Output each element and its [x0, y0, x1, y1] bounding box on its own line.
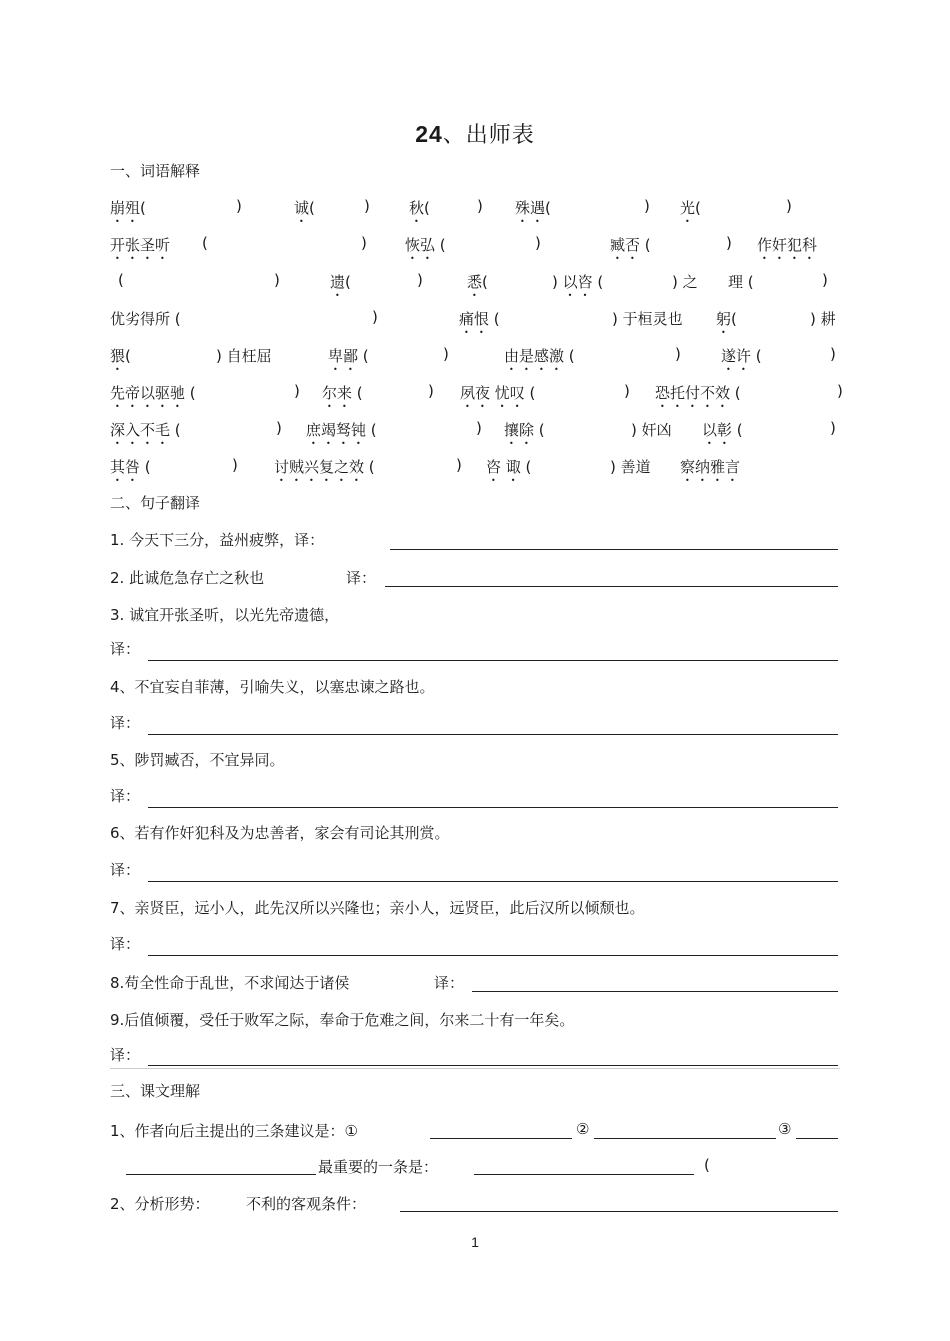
- sentence-9: 9.后值倾覆，受任于败军之际，奉命于危难之间，尔来二十有一年矣。: [110, 1011, 575, 1029]
- vocab-term: ) 以咨 (: [552, 273, 604, 291]
- answer-blank[interactable]: [796, 1137, 838, 1139]
- vocab-row: 崩殂( ) 诚( ) 秋( ) 殊遇( ) 光( ): [110, 197, 850, 223]
- answer-blank[interactable]: [148, 880, 838, 882]
- vocab-term: 光(: [680, 199, 701, 217]
- translate-label: 译：: [110, 861, 141, 879]
- vocab-row: 其咎 ( ) 讨贼兴复之效 ( ) 咨 诹 ( ) 善道 察纳雅言: [110, 456, 850, 482]
- vocab-term: 其咎 (: [110, 458, 151, 476]
- vocab-term: 痛恨 (: [459, 310, 500, 328]
- vocab-term: 尔来 (: [322, 384, 363, 402]
- sentence-6: 6、若有作奸犯科及为忠善者，家会有司论其刑赏。: [110, 824, 450, 842]
- circled-3: ③: [778, 1120, 792, 1138]
- vocab-row: 猥( ) 自枉屈 卑鄙 ( ) 由是感激 ( ) 遂许 ( ): [110, 345, 850, 371]
- vocab-term: 咨 诹 (: [486, 458, 532, 476]
- translate-label: 译：: [110, 1046, 141, 1064]
- vocab-term: 遗(: [330, 273, 351, 291]
- vocab-term: 恢弘 (: [405, 236, 446, 254]
- vocab-term: 作奸犯科: [757, 236, 818, 254]
- sentence-1: 1. 今天下三分，益州疲弊，译：: [110, 531, 325, 549]
- vocab-term: 深入不毛 (: [110, 421, 181, 439]
- answer-blank[interactable]: [148, 1064, 838, 1066]
- vocab-term: 优劣得所 (: [110, 310, 181, 328]
- vocab-row: 深入不毛 ( ) 庶竭驽钝 ( ) 攘除 ( ) 奸凶 以彰 ( ): [110, 419, 850, 445]
- answer-blank[interactable]: [126, 1173, 316, 1175]
- section-translate-heading: 二、句子翻译: [110, 494, 201, 512]
- vocab-term: 卑鄙 (: [328, 347, 369, 365]
- section-vocab-heading: 一、词语解释: [110, 162, 201, 180]
- vocab-term: 殊遇(: [515, 199, 551, 217]
- circled-2: ②: [576, 1120, 590, 1138]
- answer-blank[interactable]: [148, 659, 838, 661]
- vocab-term: 猥(: [110, 347, 131, 365]
- paren-open: (: [704, 1156, 710, 1174]
- sentence-8: 8.苟全性命于乱世，不求闻达于诸侯: [110, 974, 350, 992]
- vocab-term: 察纳雅言: [680, 458, 741, 476]
- vocab-term: 庶竭驽钝 (: [306, 421, 377, 439]
- vocab-term: 诚(: [294, 199, 315, 217]
- question-1: 1、作者向后主提出的三条建议是：①: [110, 1122, 358, 1140]
- translate-label: 译：: [110, 935, 141, 953]
- vocab-term: 恐托付不效 (: [655, 384, 741, 402]
- vocab-term: 遂许 (: [721, 347, 762, 365]
- sentence-2: 2. 此诚危急存亡之秋也: [110, 569, 265, 587]
- vocab-term: 崩殂(: [110, 199, 146, 217]
- translate-label: 译：: [110, 640, 141, 658]
- vocab-row: ( ) 遗( ) 悉( ) 以咨 ( ) 之 理 ( ): [110, 271, 850, 297]
- vocab-term: 臧否 (: [610, 236, 651, 254]
- vocab-row: 优劣得所 ( ) 痛恨 ( ) 于桓灵也 躬( ) 耕: [110, 308, 850, 334]
- vocab-term: 夙夜 忧叹 (: [460, 384, 536, 402]
- vocab-term: 由是感激 (: [504, 347, 575, 365]
- vocab-term: 开张圣听: [110, 236, 171, 254]
- answer-blank[interactable]: [474, 1173, 694, 1175]
- answer-blank[interactable]: [430, 1137, 572, 1139]
- vocab-term: 讨贼兴复之效 (: [274, 458, 375, 476]
- answer-blank[interactable]: [148, 954, 838, 956]
- question-2: 2、分析形势：: [110, 1195, 210, 1213]
- page-title: 24、出师表: [415, 121, 535, 148]
- unfavorable-label: 不利的客观条件：: [246, 1195, 367, 1213]
- answer-blank[interactable]: [148, 806, 838, 808]
- sentence-4: 4、不宜妄自菲薄，引喻失义，以塞忠谏之路也。: [110, 678, 435, 696]
- answer-blank[interactable]: [390, 548, 838, 550]
- divider: [110, 1068, 840, 1069]
- translate-label: 译：: [346, 569, 377, 587]
- answer-blank[interactable]: [148, 733, 838, 735]
- vocab-term: 先帝以驱驰 (: [110, 384, 196, 402]
- vocab-term: 悉(: [467, 273, 488, 291]
- answer-blank[interactable]: [594, 1137, 776, 1139]
- vocab-row: 开张圣听 ( ) 恢弘 ( ) 臧否 ( ) 作奸犯科: [110, 234, 850, 260]
- page-number: 1: [471, 1234, 479, 1250]
- vocab-row: 先帝以驱驰 ( ) 尔来 ( ) 夙夜 忧叹 ( ) 恐托付不效 ( ): [110, 382, 850, 408]
- sentence-7: 7、亲贤臣，远小人，此先汉所以兴隆也；亲小人，远贤臣，此后汉所以倾颓也。: [110, 899, 645, 917]
- answer-blank[interactable]: [385, 585, 838, 587]
- vocab-term: 躬(: [716, 310, 737, 328]
- translate-label: 译：: [434, 974, 465, 992]
- answer-blank[interactable]: [472, 990, 838, 992]
- sentence-5: 5、陟罚臧否，不宜异同。: [110, 751, 285, 769]
- translate-label: 译：: [110, 714, 141, 732]
- most-important-label: 最重要的一条是：: [318, 1158, 439, 1176]
- translate-label: 译：: [110, 787, 141, 805]
- sentence-3: 3. 诚宜开张圣听，以光先帝遗德，: [110, 606, 340, 624]
- vocab-term: 以彰 (: [702, 421, 743, 439]
- section-understand-heading: 三、课文理解: [110, 1082, 201, 1100]
- vocab-term: 秋(: [409, 199, 430, 217]
- vocab-term: 攘除 (: [504, 421, 545, 439]
- answer-blank[interactable]: [400, 1210, 838, 1212]
